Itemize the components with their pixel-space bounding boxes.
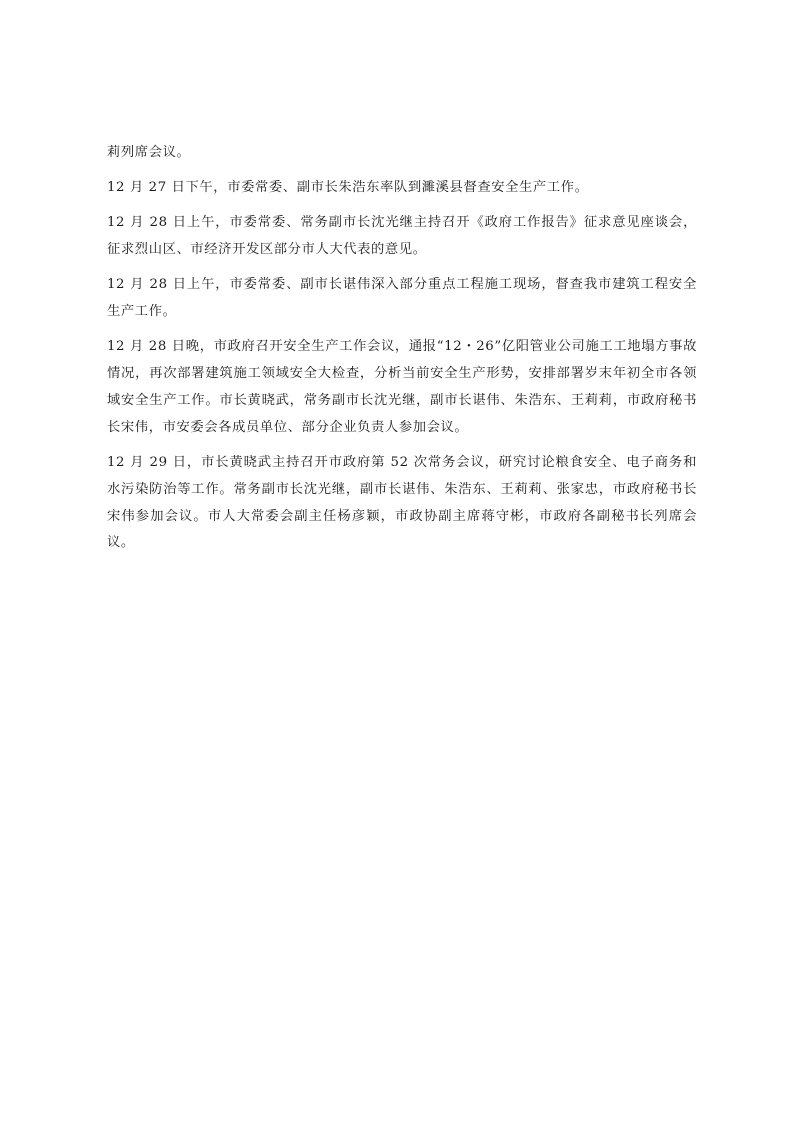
paragraph-dec28-morning-inspection: 12 月 28 日上午，市委常委、副市长谌伟深入部分重点工程施工现场，督查我市建筑工程安全生产工作。	[107, 277, 697, 320]
document-body	[107, 140, 697, 566]
paragraph-continuation: 莉列席会议。	[107, 145, 191, 160]
paragraph-dec28-evening: 12 月 28 日晚，市政府召开安全生产工作会议，通报“12・26”亿阳管业公司施工工地塌方事故情况，再次部署建筑施工领域安全大检查，分析当前安全生产形势，安排部署岁末年初全市各领域安全生产工作。市长黄晓武，常务副市长沈光继，副市长谌伟、朱浩东、王莉莉，市政府秘书长宋伟，市安委会各成员单位、部分企业负责人参加会议。	[107, 339, 697, 435]
paragraph-dec27: 12 月 27 日下午，市委常委、副市长朱浩东率队到濉溪县督查安全生产工作。	[107, 180, 589, 196]
paragraph-dec29: 12 月 29 日，市长黄晓武主持召开市政府第 52 次常务会议，研究讨论粮食安全、电子商务和水污染防治等工作。常务副市长沈光继，副市长谌伟、朱浩东、王莉莉、张家忠，市政府秘书长宋伟参加会议。市人大常委会副主任杨彦颖，市政协副主席蒋守彬，市政府各副秘书长列席会议。	[107, 454, 697, 551]
paragraph-dec28-morning-meeting: 12 月 28 日上午，市委常委、常务副市长沈光继主持召开《政府工作报告》征求意见座谈会，征求烈山区、市经济开发区部分市人大代表的意见。	[107, 215, 697, 258]
